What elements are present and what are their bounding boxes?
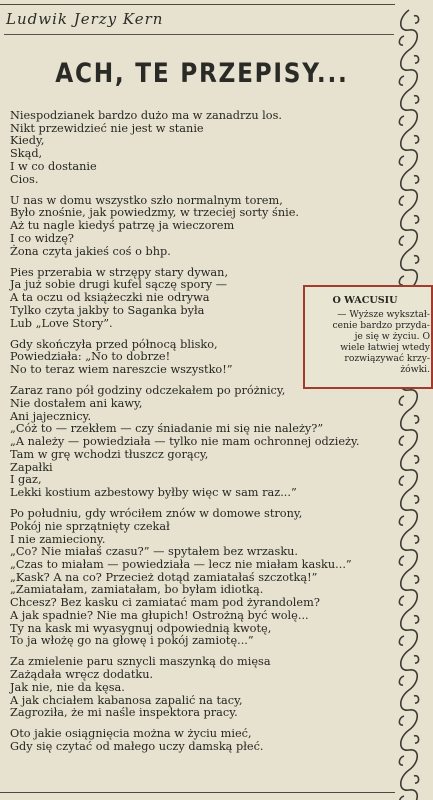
poem-line: Powiedziała: „No to dobrze! bbox=[10, 350, 171, 364]
poem-line: A jak spadnie? Nie ma głupich! Ostrożną być wolę... bbox=[10, 608, 309, 622]
poem-line: Nie dostałem ani kawy, bbox=[10, 397, 143, 411]
poem-line: I nie zamieciony. bbox=[10, 532, 106, 546]
poem-line: Za zmielenie paru sznycli maszynką do mięsa bbox=[10, 655, 271, 669]
poem-line: Cios. bbox=[10, 172, 39, 186]
poem-line: Nikt przewidzieć nie jest w stanie bbox=[10, 121, 204, 135]
sidebar-box bbox=[303, 285, 433, 389]
poem-stanza bbox=[10, 508, 415, 648]
poem-stanza bbox=[10, 656, 415, 720]
poem-line: Żona czyta jakieś coś o bhp. bbox=[10, 244, 171, 258]
sidebar-box-line: je się w życiu. O bbox=[354, 331, 430, 342]
poem-title: ACH, TE PRZEPISY... bbox=[55, 58, 349, 89]
poem-line: Niespodzianek bardzo dużo ma w zanadrzu los. bbox=[10, 109, 282, 122]
poem-stanza bbox=[10, 110, 415, 186]
poem-line: Aż tu nagle kiedyś patrzę ja wieczorem bbox=[10, 219, 235, 233]
poem-line: Ja już sobie drugi kufel sączę spory — bbox=[10, 278, 228, 292]
poem-line: Zapałki bbox=[10, 460, 53, 474]
poem-line: Zażądała wręcz dodatku. bbox=[10, 668, 154, 682]
poem-line: Jak nie, nie da kęsa. bbox=[10, 680, 125, 694]
poem-line: Chcesz? Bez kasku ci zamiatać mam pod żyrandolem? bbox=[10, 596, 320, 610]
poem-line: Kiedy, bbox=[10, 134, 45, 148]
poem-stanza bbox=[10, 728, 415, 753]
poem-line: „Kask? A na co? Przecież dotąd zamiatałaś szczotką!” bbox=[10, 570, 318, 584]
poem-line: A ta oczu od książeczki nie odrywa bbox=[10, 291, 210, 305]
poem-line: Pies przerabia w strzępy stary dywan, bbox=[10, 265, 229, 279]
poem-line: Lekki kostium azbestowy byłby więc w sam raz...” bbox=[10, 485, 297, 499]
sidebar-box-title: O WACUSIU bbox=[332, 295, 398, 306]
poem-body bbox=[10, 110, 415, 762]
poem-line: Było znośnie, jak powiedzmy, w trzeciej sorty śnie. bbox=[10, 206, 299, 220]
poem-line: „Co? Nie miałaś czasu?” — spytałem bez wrzasku. bbox=[10, 545, 299, 559]
poem-line: Tylko czyta jakby to Saganka była bbox=[10, 303, 205, 317]
poem-line: To ja włożę go na głowę i pokój zamiotę...” bbox=[10, 634, 254, 648]
poem-line: Gdy się czytać od małego uczy damską płeć. bbox=[10, 740, 264, 754]
sidebar-box-text bbox=[315, 309, 430, 375]
poem-line: I gaz, bbox=[10, 473, 42, 487]
poem-line: „Cóż to — rzekłem — czy śniadanie mi się nie należy?” bbox=[10, 422, 324, 436]
author-name: Ludwik Jerzy Kern bbox=[6, 10, 164, 28]
sidebar-box-line: żówki. bbox=[400, 364, 430, 375]
poem-line: „A należy — powiedziała — tylko nie mam ochronnej odzieży. bbox=[10, 435, 360, 449]
header-rule bbox=[4, 34, 394, 35]
poem-line: Ty na kask mi wyasygnuj odpowiednią kwotę, bbox=[10, 621, 272, 635]
decorative-border-ornament bbox=[396, 0, 422, 800]
sidebar-box-line: rozwiązywać krzy- bbox=[344, 353, 430, 364]
poem-stanza bbox=[10, 385, 415, 499]
poem-line: Pokój nie sprzątnięty czekał bbox=[10, 519, 170, 533]
poem-line: „Zamiatałam, zamiatałam, bo byłam idiotką. bbox=[10, 583, 264, 597]
poem-line: Gdy skończyła przed północą blisko, bbox=[10, 337, 218, 351]
poem-line: No to teraz wiem nareszcie wszystko!” bbox=[10, 363, 233, 377]
bottom-rule bbox=[0, 792, 395, 793]
poem-line: Po południu, gdy wróciłem znów w domowe strony, bbox=[10, 507, 303, 521]
poem-line: I co widzę? bbox=[10, 231, 74, 245]
poem-line: U nas w domu wszystko szło normalnym torem, bbox=[10, 193, 283, 207]
poem-stanza bbox=[10, 195, 415, 259]
poem-line: Zagroziła, że mi naśle inspektora pracy. bbox=[10, 706, 238, 720]
sidebar-box-line: — Wyższe wykształ- bbox=[337, 309, 430, 320]
sidebar-box-line: cenie bardzo przyda- bbox=[332, 320, 430, 331]
poem-line: A jak chciałem kabanosa zapalić na tacy, bbox=[10, 693, 243, 707]
poem-line: Lub „Love Story”. bbox=[10, 316, 113, 330]
poem-line: Tam w grę wchodzi tłuszcz gorący, bbox=[10, 447, 209, 461]
poem-line: Skąd, bbox=[10, 147, 43, 161]
poem-line: Ani jajecznicy. bbox=[10, 409, 92, 423]
top-rule bbox=[0, 4, 395, 5]
sidebar-box-line: wiele łatwiej wtedy bbox=[340, 342, 430, 353]
poem-line: „Czas to miałam — powiedziała — lecz nie miałam kasku...” bbox=[10, 558, 352, 571]
poem-line: Oto jakie osiągnięcia można w życiu mieć, bbox=[10, 727, 252, 741]
poem-line: I w co dostanie bbox=[10, 159, 97, 173]
poem-line: Zaraz rano pół godziny odczekałem po próżnicy, bbox=[10, 384, 286, 398]
